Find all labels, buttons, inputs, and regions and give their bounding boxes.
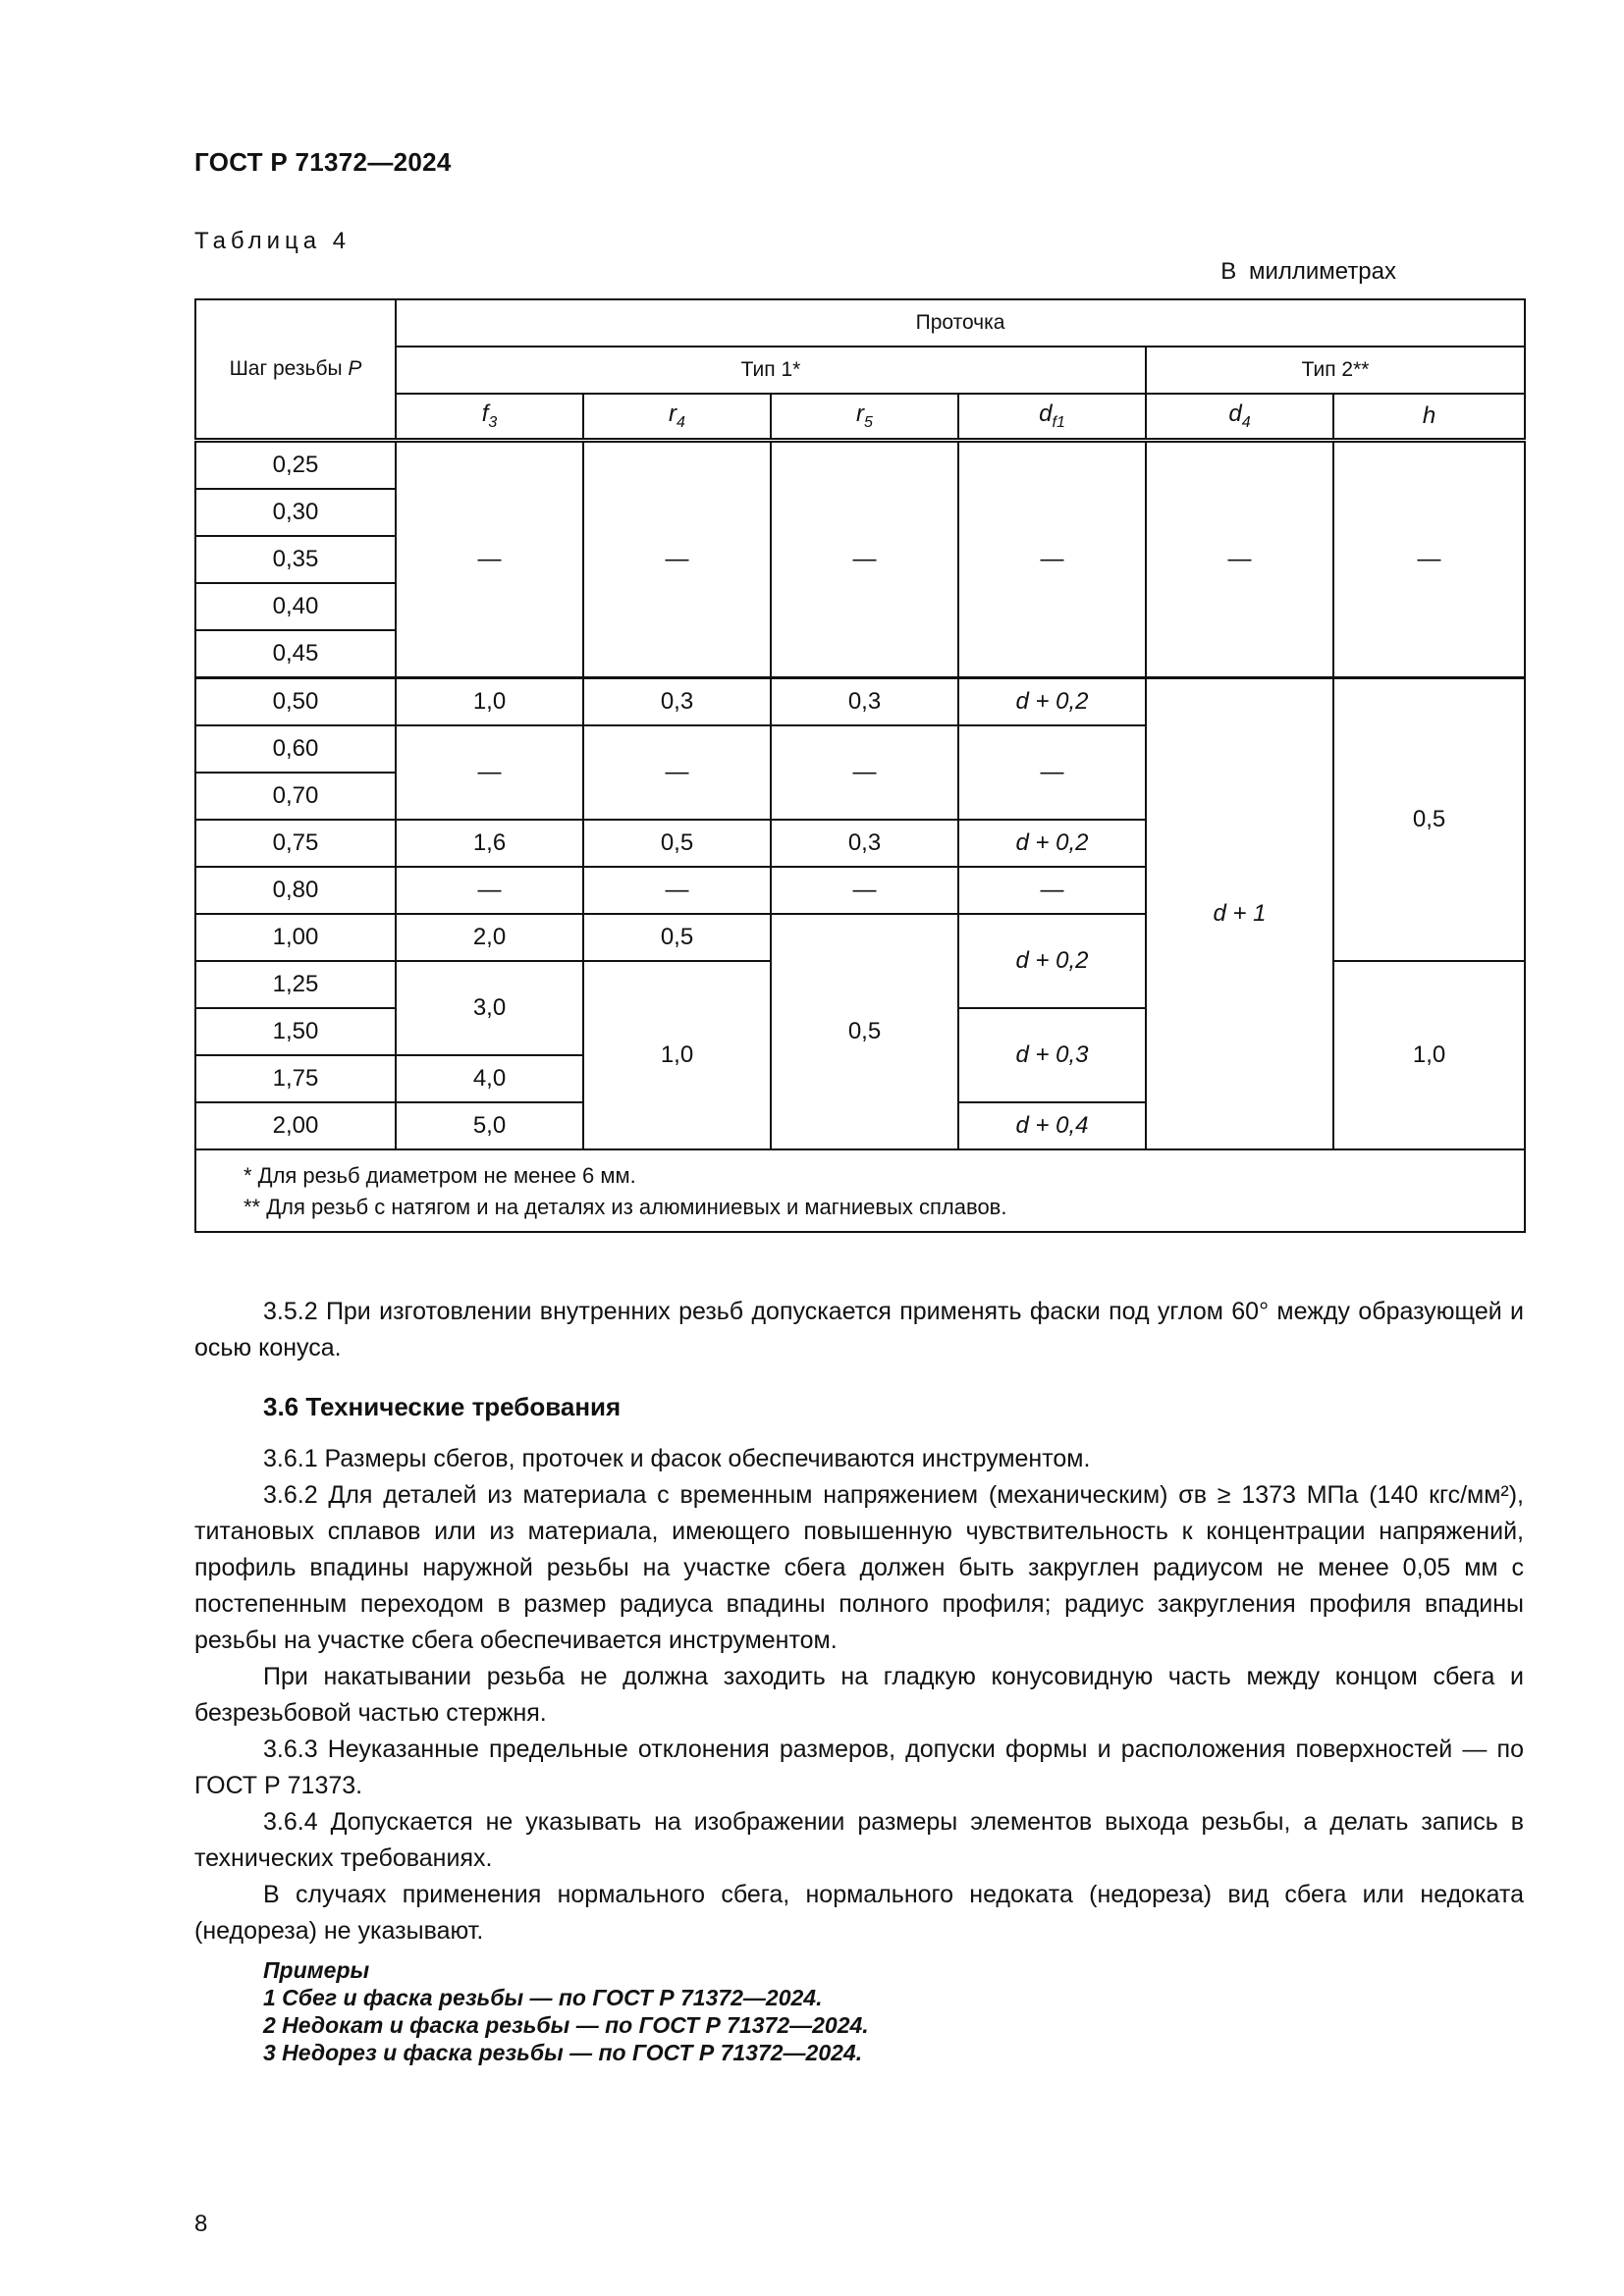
pitch-cell: 0,35 (195, 536, 396, 583)
header-r4: $r_4$ (583, 394, 771, 441)
value-cell: 0,3 (583, 678, 771, 726)
section-heading: 3.6 Технические требования (263, 1392, 622, 1421)
table-footnotes (195, 1149, 1525, 1232)
dash-cell: — (396, 725, 583, 820)
header-f3: $f_3$ (396, 394, 583, 441)
pitch-cell: 0,45 (195, 630, 396, 678)
pitch-cell: 0,30 (195, 489, 396, 536)
paragraph-3-6-4-b: В случаях применения нормального сбега, нормального недоката (недореза) вид сбега или недоката (недореза) не указывают. (194, 1881, 1524, 1945)
header-d4: $d_4$ (1146, 394, 1333, 441)
dash-cell: — (396, 867, 583, 914)
pitch-cell: 1,75 (195, 1055, 396, 1102)
pitch-cell: 1,25 (195, 961, 396, 1008)
pitch-cell: 1,00 (195, 914, 396, 961)
dash-cell: — (771, 441, 958, 678)
value-cell: d + 0,2 (958, 678, 1146, 726)
pitch-cell: 0,70 (195, 773, 396, 820)
value-cell: d + 1 (1146, 678, 1333, 1150)
value-cell: 2,0 (396, 914, 583, 961)
value-cell: 1,0 (1333, 961, 1525, 1149)
page-number: 8 (194, 2211, 208, 2237)
value-cell: 1,0 (396, 678, 583, 726)
thread-groove-table (194, 298, 1526, 1233)
value-cell: 0,5 (1333, 678, 1525, 962)
table-row (195, 678, 1525, 726)
dash-cell: — (583, 867, 771, 914)
value-cell: 1,6 (396, 820, 583, 867)
dash-cell: — (583, 441, 771, 678)
value-cell: 0,5 (771, 914, 958, 1149)
pitch-cell: 1,50 (195, 1008, 396, 1055)
dash-cell: — (396, 441, 583, 678)
dash-cell: — (958, 725, 1146, 820)
value-cell: 5,0 (396, 1102, 583, 1149)
header-type2: Тип 2** (1146, 347, 1525, 394)
pitch-cell: 0,80 (195, 867, 396, 914)
examples-block (263, 1956, 869, 2066)
value-cell: d + 0,4 (958, 1102, 1146, 1149)
header-h: h (1333, 394, 1525, 441)
example-item: 3 Недорез и фаска резьбы — по ГОСТ Р 71372—2024. (263, 2040, 863, 2065)
dash-cell: — (958, 867, 1146, 914)
paragraph-3-6-4: 3.6.4 Допускается не указывать на изображении размеры элементов выхода резьбы, а делать запись в технических требованиях. (194, 1808, 1524, 1872)
table-units: В миллиметрах (1220, 258, 1396, 285)
pitch-cell: 0,50 (195, 678, 396, 726)
header-type1: Тип 1* (396, 347, 1146, 394)
header-r5: $r_5$ (771, 394, 958, 441)
table-caption: Таблица 4 (194, 228, 352, 254)
value-cell: 1,0 (583, 961, 771, 1149)
header-groove: Проточка (396, 299, 1525, 347)
header-pitch: Шаг резьбы P (195, 299, 396, 441)
paragraph-3-6-2-b: При накатывании резьба не должна заходить на гладкую конусовидную часть между концом сбега и безрезьбовой частью стержня. (194, 1663, 1524, 1727)
dash-cell: — (958, 441, 1146, 678)
value-cell: 0,5 (583, 820, 771, 867)
example-item: 1 Сбег и фаска резьбы — по ГОСТ Р 71372—2024. (263, 1985, 823, 2010)
value-cell: 3,0 (396, 961, 583, 1055)
paragraph-3-5-2: 3.5.2 При изготовлении внутренних резьб допускается применять фаски под углом 60° между образующей и осью конуса. (194, 1298, 1524, 1362)
dash-cell: — (583, 725, 771, 820)
header-df1: $d_{f1}$ (958, 394, 1146, 441)
value-cell: d + 0,2 (958, 914, 1146, 1008)
examples-title: Примеры (263, 1957, 370, 1983)
pitch-cell: 0,60 (195, 725, 396, 773)
dash-cell: — (771, 867, 958, 914)
example-item: 2 Недокат и фаска резьбы — по ГОСТ Р 71372—2024. (263, 2012, 869, 2038)
dash-cell: — (1333, 441, 1525, 678)
pitch-cell: 0,40 (195, 583, 396, 630)
footnote-1: * Для резьб диаметром не менее 6 мм. (244, 1163, 636, 1188)
value-cell: 0,5 (583, 914, 771, 961)
paragraph-3-6-1: 3.6.1 Размеры сбегов, проточек и фасок обеспечиваются инструментом. (263, 1445, 1091, 1472)
value-cell: d + 0,2 (958, 820, 1146, 867)
pitch-cell: 2,00 (195, 1102, 396, 1149)
table-row (195, 441, 1525, 490)
paragraph-3-6-2: 3.6.2 Для деталей из материала с временным напряжением (механическим) σв ≥ 1373 МПа (140 кгс/мм²), титановых сплавов или из материала, имеющего повышенную чувствительность к концентрации напряжений, профиль впадины наружной резьбы на участке сбега должен быть закруглен радиусом не менее 0,05 мм с постепенным переходом в размер радиуса впадины полного профиля; радиус закругления профиля впадины резьбы на участке сбега обеспечивается инструментом. (194, 1481, 1524, 1654)
value-cell: 0,3 (771, 678, 958, 726)
dash-cell: — (1146, 441, 1333, 678)
pitch-cell: 0,25 (195, 441, 396, 490)
paragraph-3-6-3: 3.6.3 Неуказанные предельные отклонения размеров, допуски формы и расположения поверхностей — по ГОСТ Р 71373. (194, 1735, 1524, 1799)
footnote-2: ** Для резьб с натягом и на деталях из алюминиевых и магниевых сплавов. (244, 1195, 1007, 1219)
value-cell: d + 0,3 (958, 1008, 1146, 1102)
pitch-cell: 0,75 (195, 820, 396, 867)
value-cell: 0,3 (771, 820, 958, 867)
dash-cell: — (771, 725, 958, 820)
document-header: ГОСТ Р 71372—2024 (194, 147, 452, 177)
value-cell: 4,0 (396, 1055, 583, 1102)
